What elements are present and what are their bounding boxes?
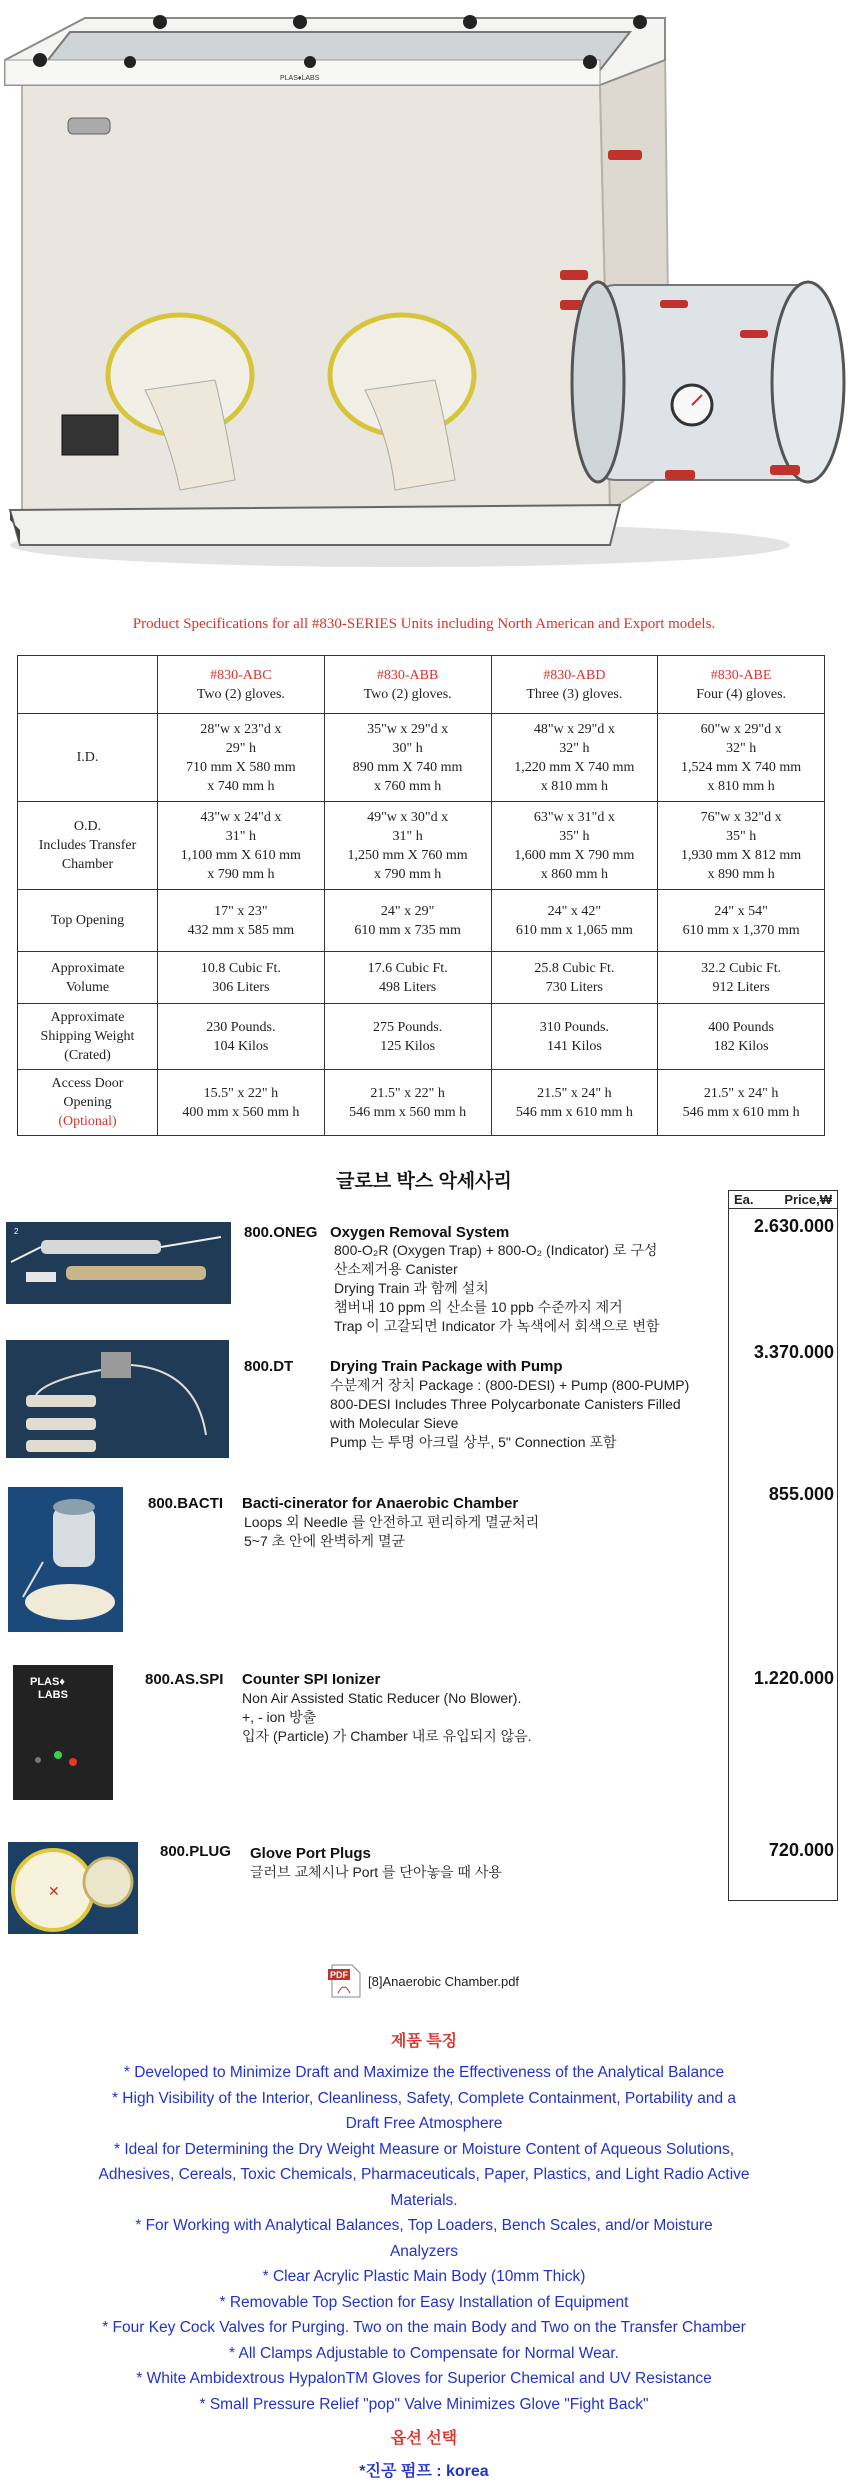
feature-item: * High Visibility of the Interior, Cleanliness, Safety, Complete Containment, Portability and a Draft Free Atmosphere — [111, 2089, 737, 2132]
cell-line: 104 Kilos — [213, 1038, 269, 1054]
row-header-line: Top Opening — [50, 913, 125, 928]
svg-text:2: 2 — [14, 1227, 19, 1236]
row-header-line: Volume — [65, 979, 110, 995]
feature-item: * All Clamps Adjustable to Compensate for Normal Wear. — [229, 2344, 619, 2362]
table-cell — [158, 952, 325, 1004]
feature-item: * Clear Acrylic Plastic Main Body (10mm Thick) — [262, 2268, 586, 2285]
accessory-code: 800.ONEG — [244, 1224, 318, 1241]
spec-table — [17, 655, 825, 1136]
cell-line: 546 mm x 610 mm h — [515, 1104, 633, 1120]
cell-line: 125 Kilos — [380, 1038, 436, 1054]
bacti-cinerator-image — [8, 1487, 123, 1632]
cell-line: 306 Liters — [212, 979, 270, 995]
cell-line: 1,250 mm X 760 mm — [347, 847, 468, 863]
feature-item: * Four Key Cock Valves for Purging. Two on the main Body and Two on the Transfer Chamber — [102, 2319, 746, 2336]
cell-line: 182 Kilos — [713, 1038, 769, 1054]
pdf-filename[interactable]: [8]Anaerobic Chamber.pdf — [368, 1973, 520, 1989]
accessory-price: 720.000 — [768, 1840, 834, 1860]
table-header-row — [18, 656, 825, 714]
accessory-price: 1.220.000 — [753, 1668, 834, 1688]
row-header-line: Approximate — [50, 960, 125, 976]
table-cell — [324, 1004, 491, 1070]
cell-line: 35"w x 29"d x — [367, 721, 449, 737]
cell-line: 498 Liters — [379, 979, 437, 995]
description-line: 입자 (Particle) 가 Chamber 내로 유입되지 않음. — [242, 1728, 532, 1744]
table-cell — [324, 890, 491, 952]
cell-line: x 740 mm h — [207, 778, 275, 794]
model-number: #830-ABC — [210, 667, 272, 683]
description-line: 800-DESI Includes Three Polycarbonate Canisters Filled — [330, 1396, 681, 1412]
table-row — [18, 890, 825, 952]
cell-line: 1,220 mm X 740 mm — [514, 759, 635, 775]
cell-line: x 890 mm h — [707, 866, 775, 882]
cell-line: 30" h — [392, 740, 423, 756]
feature-item: * For Working with Analytical Balances, Top Loaders, Bench Scales, and/or Moisture Analyzers — [135, 2217, 713, 2260]
glove-box-photo — [0, 0, 848, 585]
table-cell — [491, 1070, 658, 1136]
cell-line: 24" x 29" — [380, 903, 435, 919]
table-cell — [324, 802, 491, 890]
cell-line: 28"w x 23"d x — [200, 721, 282, 737]
cell-line: 63"w x 31"d x — [533, 809, 615, 825]
oxygen-removal-system-image — [6, 1222, 231, 1304]
table-cell — [158, 802, 325, 890]
cell-line: 76"w x 32"d x — [700, 809, 782, 825]
table-row — [18, 802, 825, 890]
cell-line: 24" x 54" — [714, 903, 768, 919]
cell-line: 400 Pounds — [708, 1019, 774, 1035]
accessory-name: Glove Port Plugs — [250, 1845, 371, 1862]
cell-line: x 860 mm h — [540, 866, 609, 882]
description-line: 산소제거용 Canister — [334, 1261, 458, 1277]
table-cell — [324, 714, 491, 802]
cell-line: 912 Liters — [712, 979, 770, 995]
cell-line: 141 Kilos — [546, 1038, 602, 1054]
glove-count: Two (2) gloves. — [196, 686, 285, 702]
price-column — [728, 1209, 838, 1901]
cell-line: 230 Pounds. — [206, 1019, 276, 1035]
row-header — [18, 890, 158, 952]
accessory-code: 800.BACTI — [148, 1495, 224, 1512]
cell-line: 730 Liters — [545, 979, 603, 995]
cell-line: 32.2 Cubic Ft. — [701, 960, 782, 976]
cell-line: x 760 mm h — [373, 778, 442, 794]
cell-line: 610 mm x 735 mm — [354, 922, 461, 938]
cell-line: 10.8 Cubic Ft. — [200, 960, 281, 976]
drying-train-package-image — [6, 1340, 229, 1458]
table-cell — [324, 1070, 491, 1136]
table-cell — [158, 890, 325, 952]
cell-line: 432 mm x 585 mm — [187, 922, 295, 938]
table-row — [18, 1070, 825, 1136]
column-header — [491, 656, 658, 714]
cell-line: 17" x 23" — [214, 903, 268, 919]
cell-line: 890 mm X 740 mm — [352, 759, 463, 775]
column-header — [158, 656, 325, 714]
table-cell — [158, 1070, 325, 1136]
table-cell — [658, 952, 825, 1004]
accessory-description — [250, 1863, 502, 1882]
accessory-name: Oxygen Removal System — [330, 1224, 510, 1241]
accessory-description — [244, 1513, 539, 1551]
cell-line: 15.5" x 22" h — [203, 1085, 279, 1101]
cell-line: 310 Pounds. — [539, 1019, 609, 1035]
feature-item: * White Ambidextrous HypalonTM Gloves for Superior Chemical and UV Resistance — [136, 2370, 712, 2387]
table-cell — [491, 890, 658, 952]
column-header — [324, 656, 491, 714]
spec-caption: Product Specifications for all #830-SERIES Units including North American and Export models. — [132, 616, 716, 632]
row-header-line: (Crated) — [64, 1048, 111, 1063]
cell-line: 1,524 mm X 740 mm — [681, 759, 802, 775]
table-cell — [491, 714, 658, 802]
row-header-line: Opening — [63, 1095, 112, 1110]
accessory-description — [330, 1376, 689, 1452]
row-header-line: O.D. — [73, 819, 102, 834]
cell-line: 21.5" x 22" h — [370, 1085, 445, 1101]
row-header-line: Includes Transfer — [38, 838, 137, 853]
cell-line: x 810 mm h — [707, 778, 775, 794]
table-cell — [491, 952, 658, 1004]
accessory-name: Drying Train Package with Pump — [330, 1358, 563, 1375]
cell-line: 610 mm x 1,370 mm — [682, 922, 800, 938]
cell-line: 43"w x 24"d x — [200, 809, 282, 825]
table-cell — [658, 714, 825, 802]
cell-line: 25.8 Cubic Ft. — [534, 960, 615, 976]
table-cell — [491, 1004, 658, 1070]
cell-line: 21.5" x 24" h — [703, 1085, 779, 1101]
ea-header: Ea. — [734, 1192, 754, 1207]
description-line: Loops 외 Needle 를 안전하고 편리하게 멸균처리 — [244, 1514, 540, 1530]
table-cell — [158, 714, 325, 802]
feature-item: * Small Pressure Relief "pop" Valve Minimizes Glove "Fight Back" — [199, 2395, 649, 2413]
table-cell — [658, 1004, 825, 1070]
cell-line: 1,600 mm X 790 mm — [514, 847, 635, 863]
features-list — [60, 2060, 788, 2417]
row-header — [18, 714, 158, 802]
model-number: #830-ABD — [543, 667, 606, 683]
svg-text:PDF: PDF — [330, 1970, 348, 1980]
description-line: 글러브 교체시나 Port 를 단아놓을 때 사용 — [250, 1864, 502, 1880]
glove-count: Two (2) gloves. — [363, 686, 452, 702]
options-title: 옵션 선택 — [390, 2430, 458, 2447]
cell-line: x 790 mm h — [207, 866, 275, 882]
cell-line: 29" h — [225, 740, 256, 756]
row-header-line: Chamber — [61, 857, 114, 872]
options-line: *진공 펌프 : korea — [359, 2463, 489, 2480]
row-header — [18, 952, 158, 1004]
cell-line: 546 mm x 610 mm h — [682, 1104, 800, 1120]
pdf-icon — [328, 1963, 362, 1999]
glove-port-plugs-image — [8, 1842, 138, 1934]
glove-count: Four (4) gloves. — [696, 686, 787, 702]
cell-line: 31" h — [392, 828, 423, 844]
pdf-download-link[interactable] — [328, 1963, 519, 1999]
description-line: +, - ion 방출 — [242, 1709, 317, 1725]
description-line: 수분제거 장치 Package : (800-DESI) + Pump (800-PUMP) — [330, 1377, 690, 1393]
accessory-price: 3.370.000 — [753, 1342, 834, 1362]
description-line: Drying Train 과 함께 설치 — [334, 1280, 489, 1296]
cell-line: 32" h — [726, 740, 757, 756]
table-cell — [658, 802, 825, 890]
feature-item: * Developed to Minimize Draft and Maximize the Effectiveness of the Analytical Balance — [123, 2064, 725, 2081]
cell-line: 49"w x 30"d x — [367, 809, 449, 825]
table-row — [18, 1004, 825, 1070]
table-row — [18, 714, 825, 802]
table-cell — [658, 1070, 825, 1136]
model-number: #830-ABE — [710, 667, 772, 683]
cell-line: 48"w x 29"d x — [533, 721, 615, 737]
table-cell — [491, 802, 658, 890]
accessories-title: 글로브 박스 악세사리 — [336, 1171, 512, 1192]
price-column-header: Price,₩ — [784, 1192, 832, 1207]
cell-line: x 790 mm h — [373, 866, 442, 882]
accessory-description — [334, 1241, 660, 1336]
cell-line: 31" h — [225, 828, 256, 844]
description-line: Trap 이 고갈되면 Indicator 가 녹색에서 회색으로 변함 — [334, 1318, 660, 1334]
features-title: 제품 특징 — [390, 2033, 458, 2050]
description-line: with Molecular Sieve — [330, 1415, 459, 1431]
accessory-name: Bacti-cinerator for Anaerobic Chamber — [242, 1495, 519, 1512]
row-header-line: Access Door — [51, 1076, 124, 1091]
optional-note: (Optional) — [58, 1114, 117, 1129]
cell-line: 32" h — [559, 740, 590, 756]
row-header-line: I.D. — [76, 750, 99, 765]
cell-line: 275 Pounds. — [373, 1019, 443, 1035]
svg-text:LABS: LABS — [38, 1689, 68, 1701]
cell-line: 610 mm x 1,065 mm — [515, 922, 633, 938]
table-cell — [324, 952, 491, 1004]
transfer-chamber — [572, 282, 844, 482]
column-header — [658, 656, 825, 714]
description-line: 5~7 초 안에 완벽하게 멸균 — [244, 1533, 406, 1549]
table-row — [18, 952, 825, 1004]
accessory-description — [242, 1689, 532, 1746]
cell-line: 35" h — [726, 828, 757, 844]
description-line: 800-O₂R (Oxygen Trap) + 800-O₂ (Indicator) 로 구성 — [334, 1242, 658, 1258]
table-corner-cell — [18, 656, 158, 714]
cell-line: 710 mm X 580 mm — [186, 759, 296, 775]
table-cell — [658, 890, 825, 952]
accessory-price: 855.000 — [768, 1484, 834, 1504]
cell-line: 1,100 mm X 610 mm — [180, 847, 301, 863]
description-line: Pump 는 투명 아크릴 상부, 5" Connection 포함 — [330, 1434, 617, 1450]
model-number: #830-ABB — [376, 667, 439, 683]
cell-line: 35" h — [559, 828, 590, 844]
feature-item: * Removable Top Section for Easy Installation of Equipment — [219, 2293, 629, 2311]
row-header — [18, 1070, 158, 1136]
accessory-price: 2.630.000 — [753, 1216, 834, 1236]
description-line: 챔버내 10 ppm 의 산소를 10 ppb 수준까지 제거 — [334, 1299, 623, 1315]
feature-item: * Ideal for Determining the Dry Weight Measure or Moisture Content of Aqueous Solutions, Adhesives, Cereals, Toxic Chemicals, Pharmaceuticals, Paper, Plastics, and Light Radio Active Materials. — [98, 2140, 750, 2209]
row-header-line: Shipping Weight — [40, 1029, 135, 1044]
cell-line: x 810 mm h — [540, 778, 609, 794]
cell-line: 21.5" x 24" h — [537, 1085, 612, 1101]
accessory-name: Counter SPI Ionizer — [242, 1671, 381, 1688]
cell-line: 1,930 mm X 812 mm — [681, 847, 802, 863]
row-header — [18, 1004, 158, 1070]
cell-line: 60"w x 29"d x — [700, 721, 782, 737]
row-header — [18, 802, 158, 890]
accessory-code: 800.DT — [244, 1358, 294, 1375]
price-header — [728, 1190, 838, 1209]
accessory-code: 800.AS.SPI — [145, 1671, 224, 1688]
description-line: Non Air Assisted Static Reducer (No Blower). — [242, 1690, 522, 1706]
svg-text:PLAS♦: PLAS♦ — [30, 1676, 65, 1688]
accessory-code: 800.PLUG — [160, 1843, 231, 1860]
svg-text:✕: ✕ — [48, 1883, 60, 1899]
cell-line: 24" x 42" — [547, 903, 602, 919]
glove-count: Three (3) gloves. — [526, 686, 623, 702]
cell-line: 17.6 Cubic Ft. — [367, 960, 448, 976]
counter-spi-ionizer-image — [8, 1660, 118, 1807]
table-cell — [158, 1004, 325, 1070]
cell-line: 546 mm x 560 mm h — [349, 1104, 467, 1120]
row-header-line: Approximate — [50, 1010, 125, 1025]
svg-text:PLAS♦LABS: PLAS♦LABS — [280, 75, 320, 82]
cell-line: 400 mm x 560 mm h — [182, 1104, 300, 1120]
